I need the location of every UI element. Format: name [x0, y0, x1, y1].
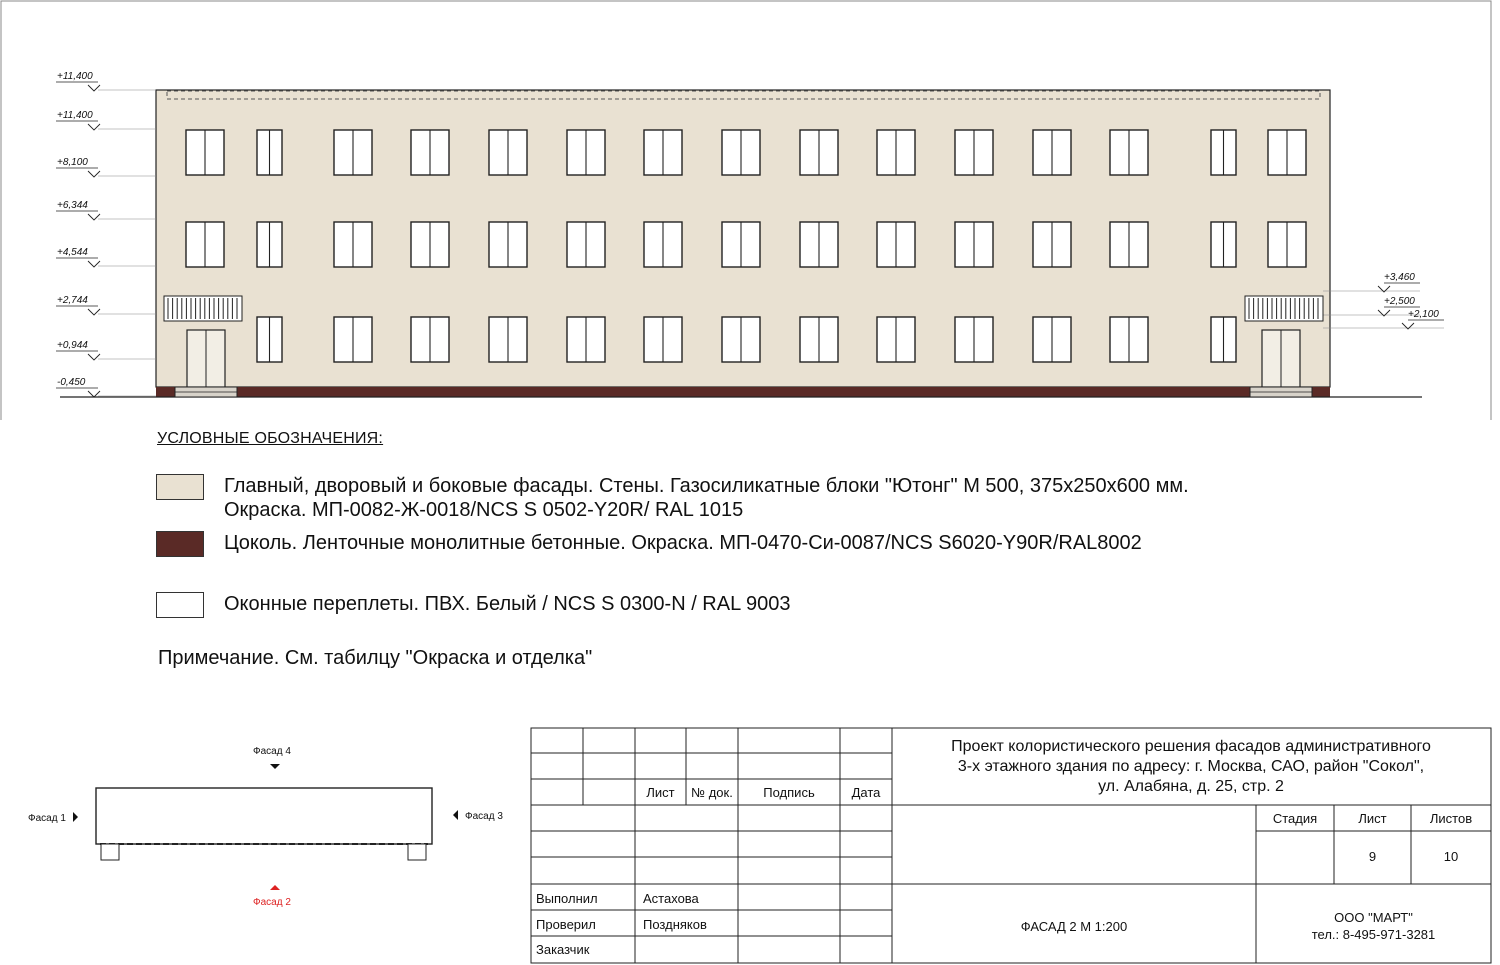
- window: [1033, 317, 1071, 362]
- window: [334, 130, 372, 175]
- window: [411, 130, 449, 175]
- window: [800, 130, 838, 175]
- window: [411, 222, 449, 267]
- window: [877, 222, 915, 267]
- facade3-arrow: [453, 810, 458, 820]
- facade2-label: Фасад 2: [253, 897, 291, 908]
- left-canopy: [164, 296, 242, 321]
- project-title: [906, 737, 1476, 797]
- window: [644, 130, 682, 175]
- window: [1211, 222, 1236, 267]
- checked-name: Поздняков: [643, 917, 707, 932]
- window: [1033, 130, 1071, 175]
- sheets-label: Листов: [1429, 811, 1473, 826]
- stamp-header-doc: № док.: [691, 785, 733, 800]
- window: [1211, 317, 1236, 362]
- level-mark-left: +0,944: [57, 340, 88, 351]
- key-plan-building: [96, 788, 432, 844]
- key-plan-porch-right: [408, 844, 426, 860]
- key-plan-porch-left: [101, 844, 119, 860]
- legend-window-text: Оконные переплеты. ПВХ. Белый / NCS S 0300-N / RAL 9003: [224, 593, 791, 615]
- window: [1268, 130, 1306, 175]
- sheet-value: 9: [1368, 849, 1377, 864]
- window: [722, 222, 760, 267]
- window: [955, 317, 993, 362]
- performed-label: Выполнил: [536, 891, 598, 906]
- performed-name: Астахова: [643, 891, 699, 906]
- window: [567, 222, 605, 267]
- window: [722, 130, 760, 175]
- window: [800, 317, 838, 362]
- window: [955, 222, 993, 267]
- stamp-header-signature: Подпись: [763, 785, 815, 800]
- window: [334, 317, 372, 362]
- window: [567, 130, 605, 175]
- legend-item-window: [156, 592, 791, 618]
- stage-label: Стадия: [1272, 811, 1318, 826]
- company-name: ООО "МАРТ": [1334, 910, 1413, 925]
- legend-item-wall: [156, 474, 1189, 522]
- window: [800, 222, 838, 267]
- level-mark-right: +3,460: [1384, 272, 1415, 283]
- checked-label: Проверил: [536, 917, 596, 932]
- window: [955, 130, 993, 175]
- window: [644, 317, 682, 362]
- facade1-label: Фасад 1: [28, 813, 66, 824]
- customer-label: Заказчик: [536, 942, 590, 957]
- level-mark-left: +11,400: [57, 71, 93, 82]
- legend-item-plinth: [156, 531, 1142, 557]
- facade4-arrow: [270, 764, 280, 769]
- company-phone: тел.: 8-495-971-3281: [1311, 927, 1436, 942]
- plinth-swatch: [156, 531, 204, 557]
- sheet-label: Лист: [1358, 811, 1387, 826]
- level-mark-left: +6,344: [57, 200, 88, 211]
- window-group: [186, 130, 1306, 362]
- legend-wall-line1: Главный, дворовый и боковые фасады. Стены. Газосиликатные блоки "Ютонг" М 500, 375х250х600 мм.: [224, 475, 1189, 497]
- window: [411, 317, 449, 362]
- level-mark-left: +4,544: [57, 247, 88, 258]
- window: [1033, 222, 1071, 267]
- facade-elevation: [0, 0, 1500, 420]
- wall-swatch: [156, 474, 204, 500]
- window: [334, 222, 372, 267]
- sheets-value: 10: [1443, 849, 1459, 864]
- window: [722, 317, 760, 362]
- legend-plinth-text: Цоколь. Ленточные монолитные бетонные. Окраска. МП-0470-Си-0087/NCS S6020-Y90R/RAL8002: [224, 532, 1142, 554]
- window: [489, 317, 527, 362]
- window: [877, 130, 915, 175]
- facade-plinth: [156, 387, 1330, 397]
- key-plan: [0, 740, 520, 940]
- legend-note: Примечание. См. табилцу "Окраска и отделка": [158, 647, 593, 669]
- legend-wall-line2: Окраска. МП-0082-Ж-0018/NCS S 0502-Y20R/ RAL 1015: [224, 499, 744, 521]
- legend-heading: УСЛОВНЫЕ ОБОЗНАЧЕНИЯ:: [157, 430, 384, 447]
- window: [257, 222, 282, 267]
- stamp-header-sheet: Лист: [646, 785, 675, 800]
- level-mark-left: -0,450: [57, 377, 86, 388]
- level-mark-right: +2,500: [1384, 296, 1415, 307]
- level-mark-left: +11,400: [57, 110, 93, 121]
- window: [186, 130, 224, 175]
- window: [877, 317, 915, 362]
- window: [644, 222, 682, 267]
- level-mark-left: +8,100: [57, 157, 88, 168]
- facade4-label: Фасад 4: [253, 746, 291, 757]
- stamp-header-date: Дата: [851, 785, 881, 800]
- window: [1110, 317, 1148, 362]
- facade1-arrow: [73, 812, 78, 822]
- project-title-line2: 3-х этажного здания по адресу: г. Москва, САО, район "Сокол",: [957, 758, 1425, 775]
- window: [489, 222, 527, 267]
- window: [1211, 130, 1236, 175]
- window: [257, 130, 282, 175]
- drawing-name: ФАСАД 2 М 1:200: [1020, 919, 1128, 934]
- level-mark-left: +2,744: [57, 295, 88, 306]
- legend-text-wall: [224, 474, 1189, 522]
- window: [257, 317, 282, 362]
- level-mark-right: +2,100: [1408, 309, 1439, 320]
- window: [1110, 130, 1148, 175]
- window: [489, 130, 527, 175]
- project-title-line3: ул. Алабяна, д. 25, стр. 2: [1098, 778, 1284, 795]
- facade2-arrow: [270, 885, 280, 890]
- window: [567, 317, 605, 362]
- project-title-line1: Проект колористического решения фасадов административного: [951, 738, 1431, 755]
- window-swatch: [156, 592, 204, 618]
- window: [186, 222, 224, 267]
- right-canopy: [1245, 296, 1323, 321]
- window: [1110, 222, 1148, 267]
- facade3-label: Фасад 3: [465, 811, 503, 822]
- window: [1268, 222, 1306, 267]
